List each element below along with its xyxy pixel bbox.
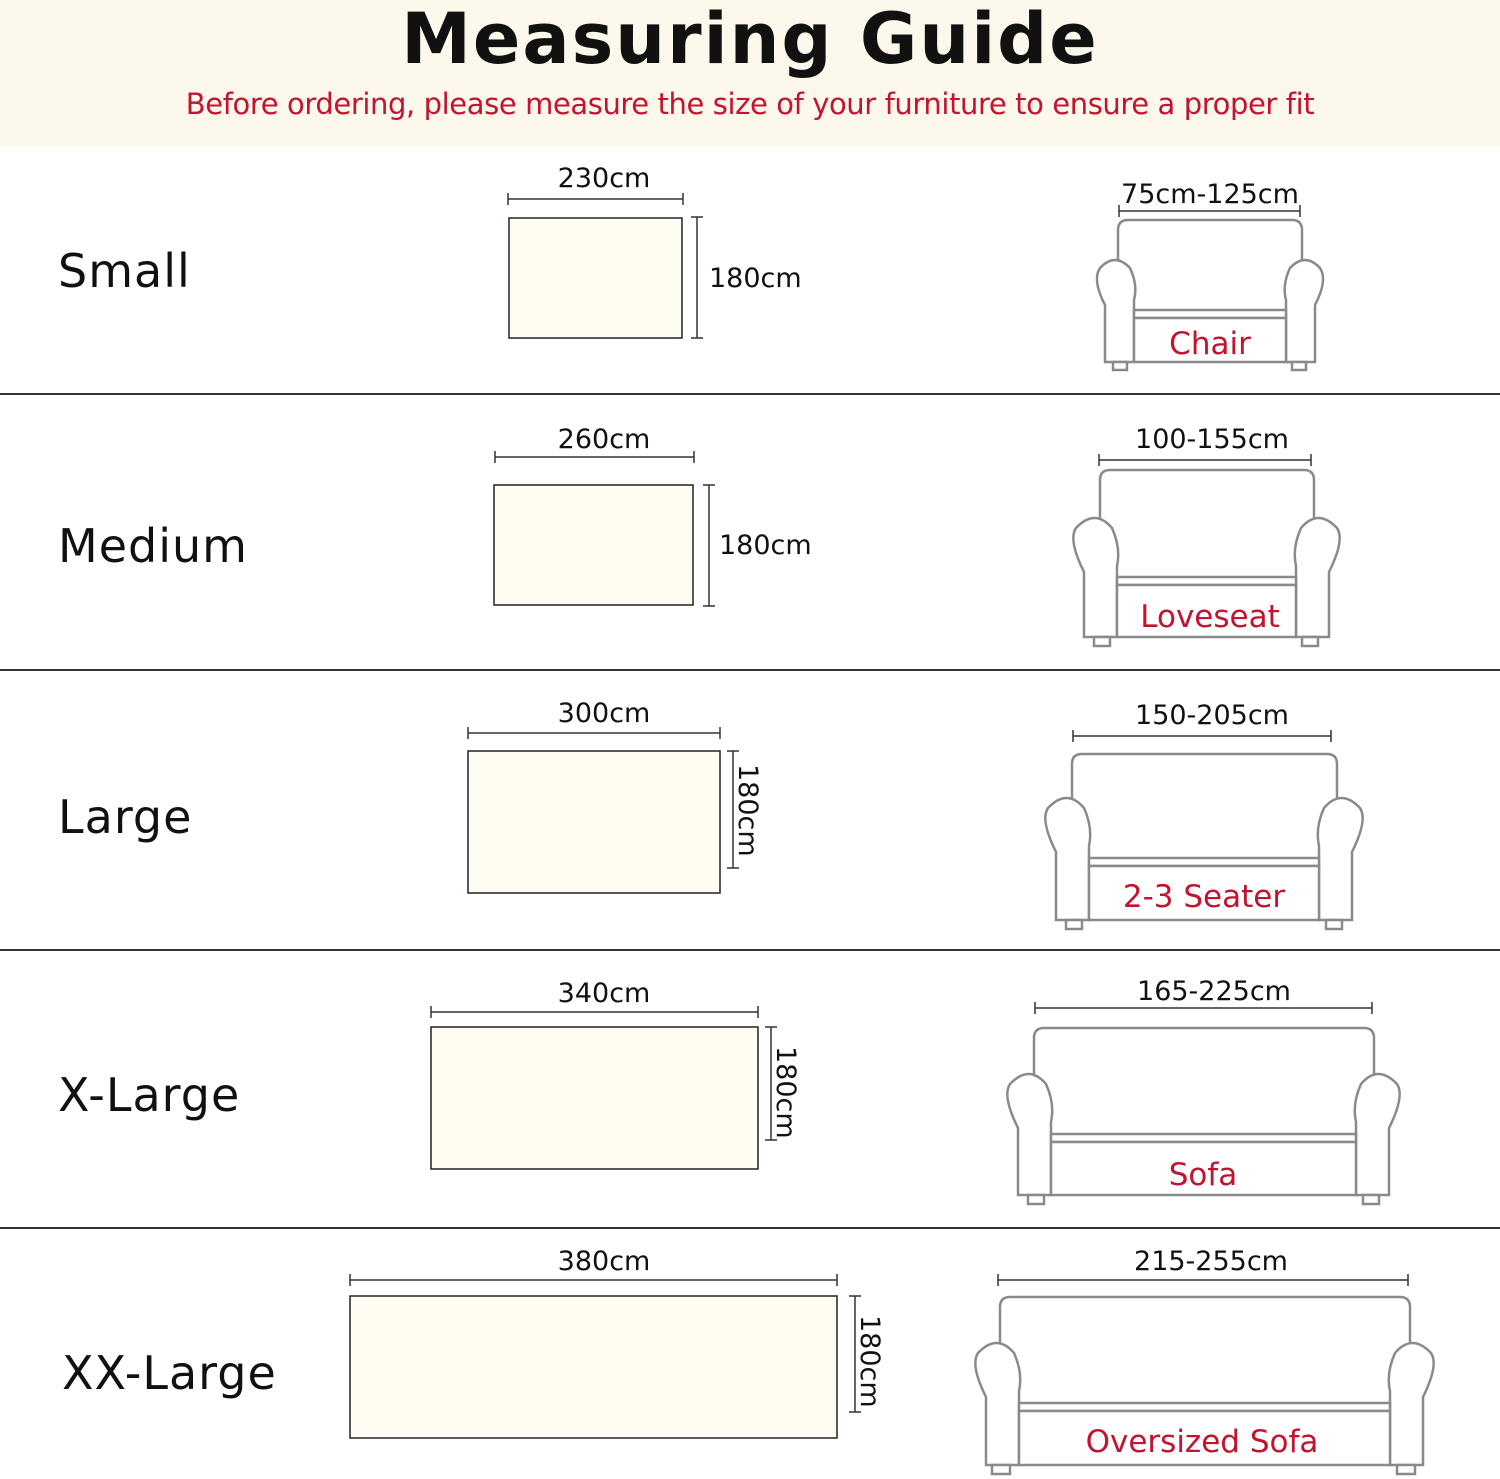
furniture-diagram-small [1097,179,1323,370]
size-label-xx-large: XX-Large [62,1346,277,1400]
cover-width-label: 340cm [557,978,651,1009]
furniture-width-label: 165-225cm [1137,976,1291,1007]
cover-rect [350,1296,837,1438]
furniture-diagram-large [1045,700,1362,929]
cover-width-label: 300cm [557,698,651,729]
size-label-small: Small [58,244,191,298]
furniture-width-label: 215-255cm [1134,1246,1288,1277]
cover-rect [509,218,682,338]
size-label-x-large: X-Large [58,1068,241,1122]
furniture-type-label: Chair [1169,326,1251,362]
furniture-type-label: Oversized Sofa [1085,1424,1319,1460]
furniture-type-label: 2-3 Seater [1122,879,1286,915]
size-label-large: Large [58,790,193,844]
page-subtitle: Before ordering, please measure the size of your furniture to ensure a proper fit [185,87,1315,121]
furniture-width-label: 75cm-125cm [1121,179,1299,210]
cover-height-label: 180cm [709,263,802,294]
cover-diagram-x-large [431,978,801,1169]
page-title: Measuring Guide [401,0,1099,80]
cover-height-label: 180cm [732,764,763,857]
size-label-medium: Medium [58,519,248,573]
cover-diagram-large [468,698,763,893]
furniture-diagram-xx-large [975,1246,1433,1474]
cover-height-label: 180cm [854,1315,885,1408]
cover-diagram-medium [494,424,812,606]
cover-width-label: 260cm [557,424,651,455]
furniture-diagram-medium [1073,424,1339,646]
cover-rect [494,485,693,605]
cover-rect [468,751,720,893]
cover-width-label: 380cm [557,1246,651,1277]
cover-diagram-small [508,163,802,338]
cover-width-label: 230cm [557,163,651,194]
furniture-diagram-x-large [1007,976,1399,1204]
cover-height-label: 180cm [770,1046,801,1139]
cover-diagram-xx-large [350,1246,885,1438]
furniture-type-label: Sofa [1168,1157,1238,1193]
furniture-type-label: Loveseat [1140,599,1280,635]
cover-rect [431,1027,758,1169]
cover-height-label: 180cm [719,530,812,561]
furniture-width-label: 100-155cm [1135,424,1289,455]
furniture-width-label: 150-205cm [1135,700,1289,731]
